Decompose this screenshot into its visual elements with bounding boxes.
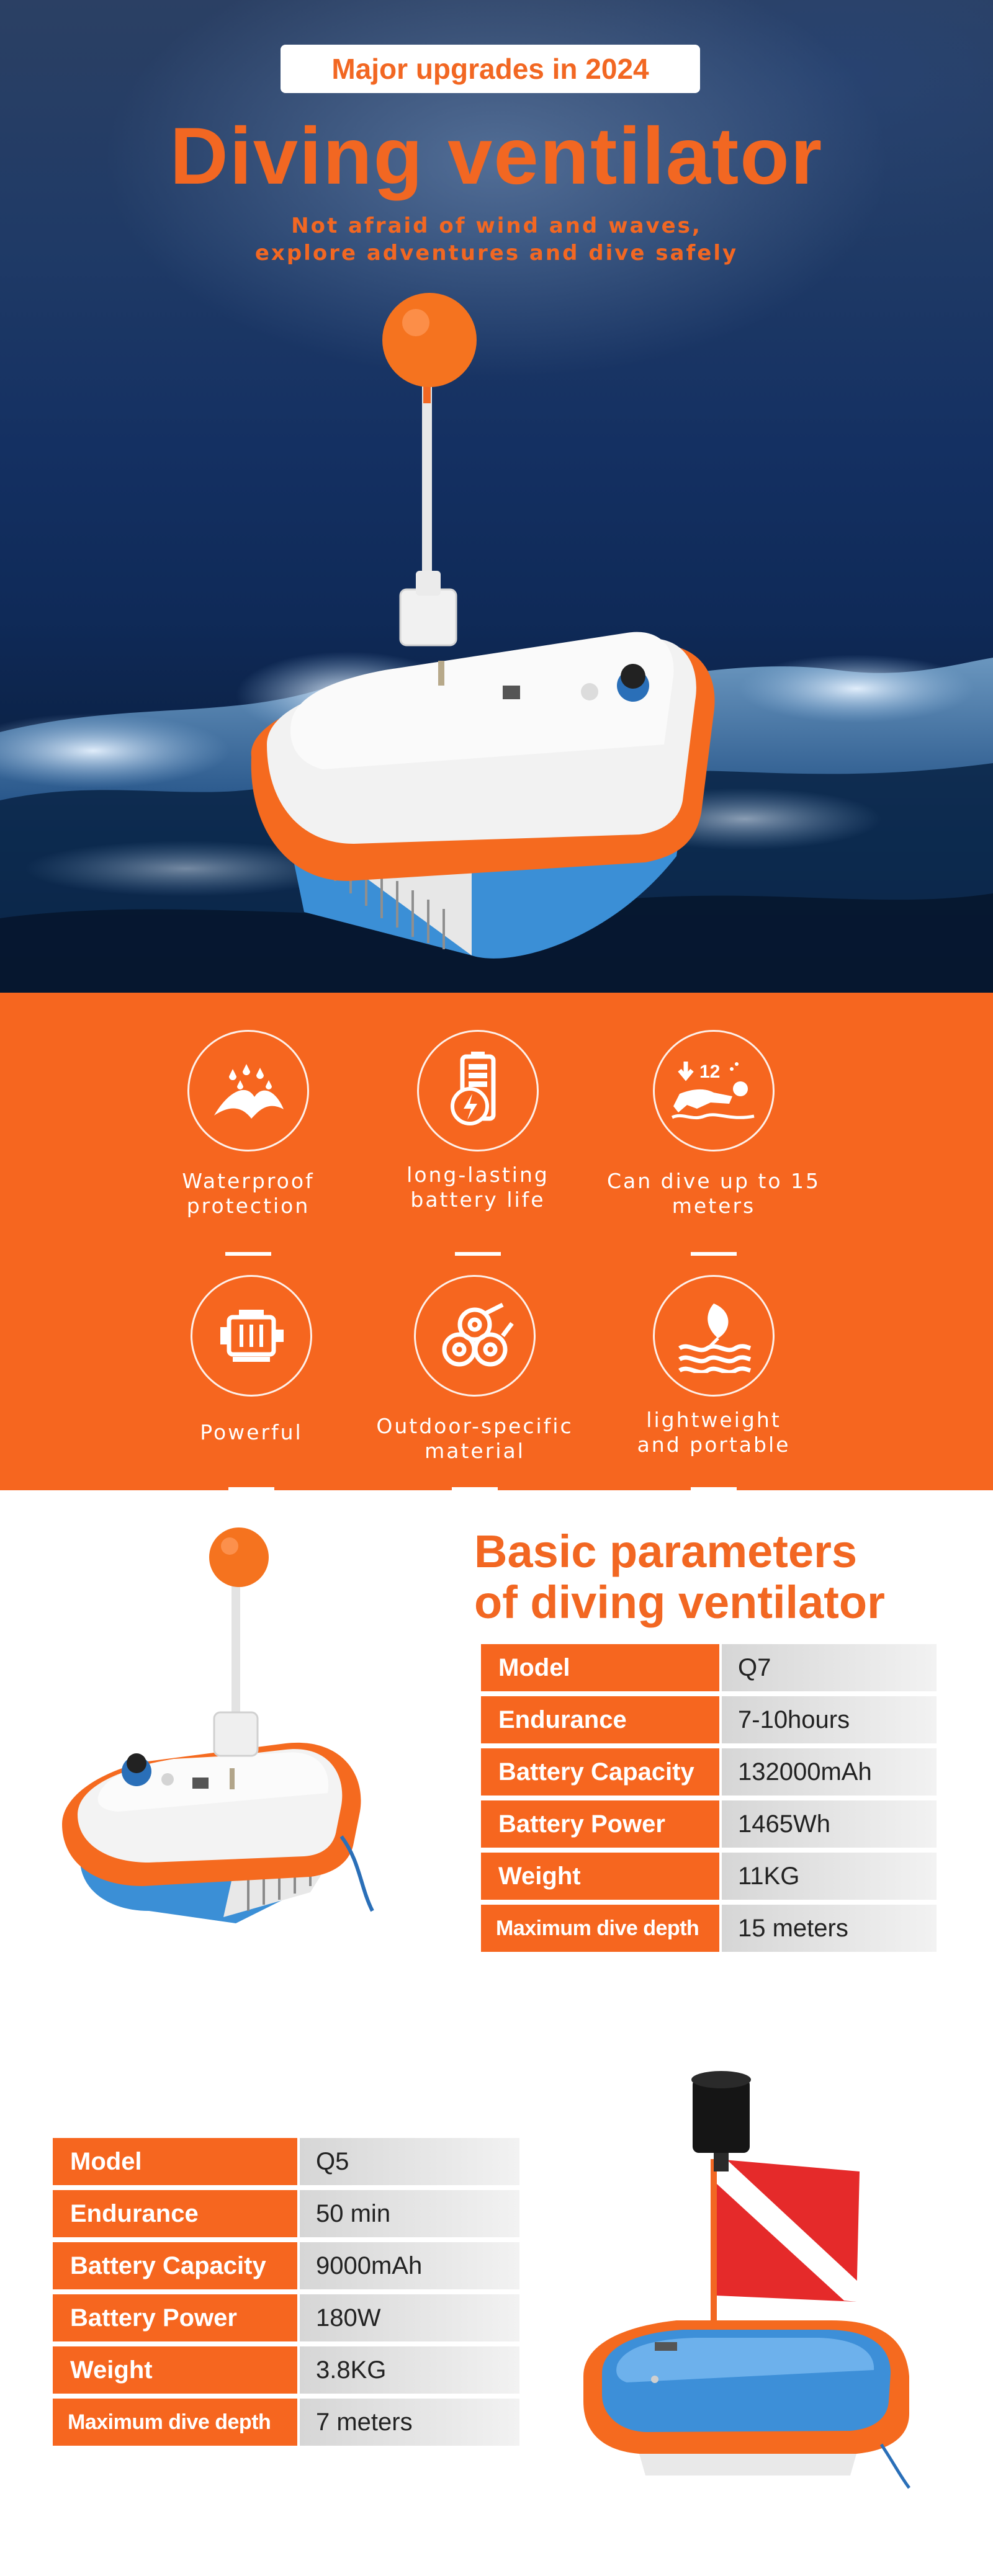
material-rolls-icon	[414, 1275, 536, 1397]
depth-number: 12	[699, 1062, 721, 1082]
hero-subtitle-line1: Not afraid of wind and waves,	[291, 213, 702, 238]
param-value: 1465Wh	[722, 1800, 937, 1848]
hero-title: Diving ventilator	[169, 110, 824, 201]
diver-depth-icon	[653, 1030, 775, 1152]
table-row	[53, 2399, 519, 2446]
q7-param-table	[481, 1644, 937, 1957]
feature-lightweight	[590, 1275, 838, 1457]
q5-param-table	[53, 2138, 519, 2451]
param-value: 7-10hours	[722, 1696, 937, 1743]
q7-device-image	[50, 1514, 397, 1961]
table-row	[481, 1800, 937, 1848]
feature-divider	[691, 1487, 737, 1491]
features-section	[0, 993, 993, 1490]
hero-subtitle-line2: explore adventures and dive safely	[254, 241, 739, 266]
feature-label: Outdoor-specific material	[376, 1414, 573, 1463]
param-key: Model	[53, 2138, 297, 2185]
rain-umbrella-icon	[187, 1030, 309, 1152]
param-key: Battery Power	[53, 2294, 297, 2341]
battery-lightning-icon	[417, 1030, 539, 1152]
feature-label: Powerful	[200, 1420, 303, 1444]
param-value: 9000mAh	[300, 2242, 519, 2289]
feature-divider	[452, 1487, 498, 1491]
feature-label: Can dive up to 15 meters	[606, 1169, 821, 1218]
feature-powerful	[127, 1275, 375, 1445]
param-value: Q7	[722, 1644, 937, 1691]
param-key: Model	[481, 1644, 719, 1691]
feature-dive-depth	[590, 1030, 838, 1219]
table-row	[53, 2346, 519, 2394]
feature-divider	[455, 1252, 501, 1256]
param-value: 15 meters	[722, 1905, 937, 1952]
param-value: 132000mAh	[722, 1748, 937, 1796]
hero-device-image	[251, 293, 715, 959]
motor-icon	[191, 1275, 312, 1397]
feature-label: lightweight and portable	[637, 1408, 791, 1457]
table-row	[53, 2294, 519, 2341]
table-row	[481, 1748, 937, 1796]
param-key: Endurance	[53, 2190, 297, 2237]
param-value: 7 meters	[300, 2399, 519, 2446]
table-row	[481, 1905, 937, 1952]
params-title-line2: of diving ventilator	[474, 1576, 885, 1628]
feature-divider	[691, 1252, 737, 1256]
feature-divider	[228, 1487, 274, 1491]
feature-label: Waterproof protection	[182, 1169, 315, 1218]
q5-device-image	[571, 2066, 931, 2500]
params-title-line1: Basic parameters	[474, 1526, 858, 1577]
param-key: Maximum dive depth	[481, 1905, 719, 1952]
param-key: Battery Capacity	[53, 2242, 297, 2289]
param-value: 180W	[300, 2294, 519, 2341]
upgrade-badge: Major upgrades in 2024	[281, 45, 700, 93]
feature-divider	[225, 1252, 271, 1256]
params-title	[474, 1526, 885, 1628]
leaf-waves-icon	[653, 1275, 775, 1397]
param-key: Maximum dive depth	[53, 2399, 297, 2446]
param-key: Battery Capacity	[481, 1748, 719, 1796]
feature-label: long-lasting battery life	[407, 1163, 549, 1212]
table-row	[53, 2242, 519, 2289]
param-key: Endurance	[481, 1696, 719, 1743]
hero-section	[0, 0, 993, 993]
param-key: Battery Power	[481, 1800, 719, 1848]
table-row	[481, 1696, 937, 1743]
table-row	[481, 1644, 937, 1691]
param-value: 11KG	[722, 1853, 937, 1900]
param-key: Weight	[481, 1853, 719, 1900]
param-value: 50 min	[300, 2190, 519, 2237]
table-row	[53, 2138, 519, 2185]
feature-material	[351, 1275, 599, 1464]
param-key: Weight	[53, 2346, 297, 2394]
table-row	[53, 2190, 519, 2237]
param-value: Q5	[300, 2138, 519, 2185]
feature-battery	[354, 1030, 602, 1212]
table-row	[481, 1853, 937, 1900]
feature-waterproof	[124, 1030, 372, 1219]
param-value: 3.8KG	[300, 2346, 519, 2394]
